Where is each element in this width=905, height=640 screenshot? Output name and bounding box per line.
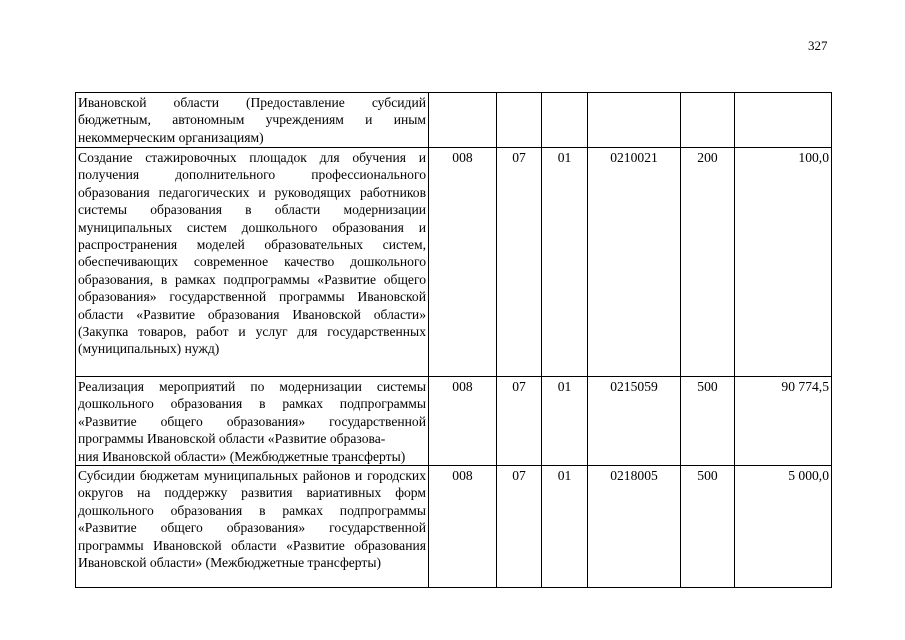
row-description-tail: ния Ивановской области» (Межбюджетные трансферты)	[78, 448, 406, 464]
expense-type-code: 200	[681, 148, 735, 377]
subsection-code: 01	[542, 377, 588, 466]
amount: 5 000,0	[735, 466, 832, 588]
row-description: Создание стажировочных площадок для обучения и получения дополнительного профессионального образования педагогических и руководящих работников системы образования в области модернизации муниципальных систем дошкольного образования и распространения моделей образовательных систем, обеспечивающих современное качество дошкольного образования, в рамках подпрограммы «Развитие общего образования» государственной программы Ивановской области «Развитие образования Ивановской области» (Закупка товаров, работ и услуг для государственных (муниципальных) нужд)	[76, 148, 429, 377]
section-code: 07	[497, 466, 542, 588]
expense-type-code: 500	[681, 466, 735, 588]
expense-type-code	[681, 93, 735, 148]
subsection-code	[542, 93, 588, 148]
table-row	[76, 466, 832, 588]
ministry-code: 008	[429, 148, 497, 377]
section-code: 07	[497, 377, 542, 466]
row-description: Ивановской области (Предоставление субсидий бюджетным, автономным учреждениям и иным некоммерческим организациям)	[76, 93, 429, 148]
subsection-code: 01	[542, 148, 588, 377]
amount: 90 774,5	[735, 377, 832, 466]
amount: 100,0	[735, 148, 832, 377]
target-article-code	[588, 93, 681, 148]
expense-type-code: 500	[681, 377, 735, 466]
table-row	[76, 377, 832, 466]
target-article-code: 0215059	[588, 377, 681, 466]
row-description-main: Реализация мероприятий по модернизации системы дошкольного образования в рамках подпрограммы «Развитие общего образования» государственной программы Ивановской области «Развитие образова-	[78, 379, 426, 447]
ministry-code	[429, 93, 497, 148]
section-code	[497, 93, 542, 148]
subsection-code: 01	[542, 466, 588, 588]
amount	[735, 93, 832, 148]
target-article-code: 0218005	[588, 466, 681, 588]
page-number: 327	[808, 38, 828, 53]
row-description	[76, 377, 429, 466]
ministry-code: 008	[429, 377, 497, 466]
ministry-code: 008	[429, 466, 497, 588]
section-code: 07	[497, 148, 542, 377]
table-row	[76, 148, 832, 377]
row-description: Субсидии бюджетам муниципальных районов и городских округов на поддержку развития вариативных форм дошкольного образования в рамках подпрограммы «Развитие общего образования» государственной программы Ивановской области «Развитие образования Ивановской области» (Межбюджетные трансферты)	[76, 466, 429, 588]
budget-table	[75, 92, 832, 588]
table-row	[76, 93, 832, 148]
target-article-code: 0210021	[588, 148, 681, 377]
